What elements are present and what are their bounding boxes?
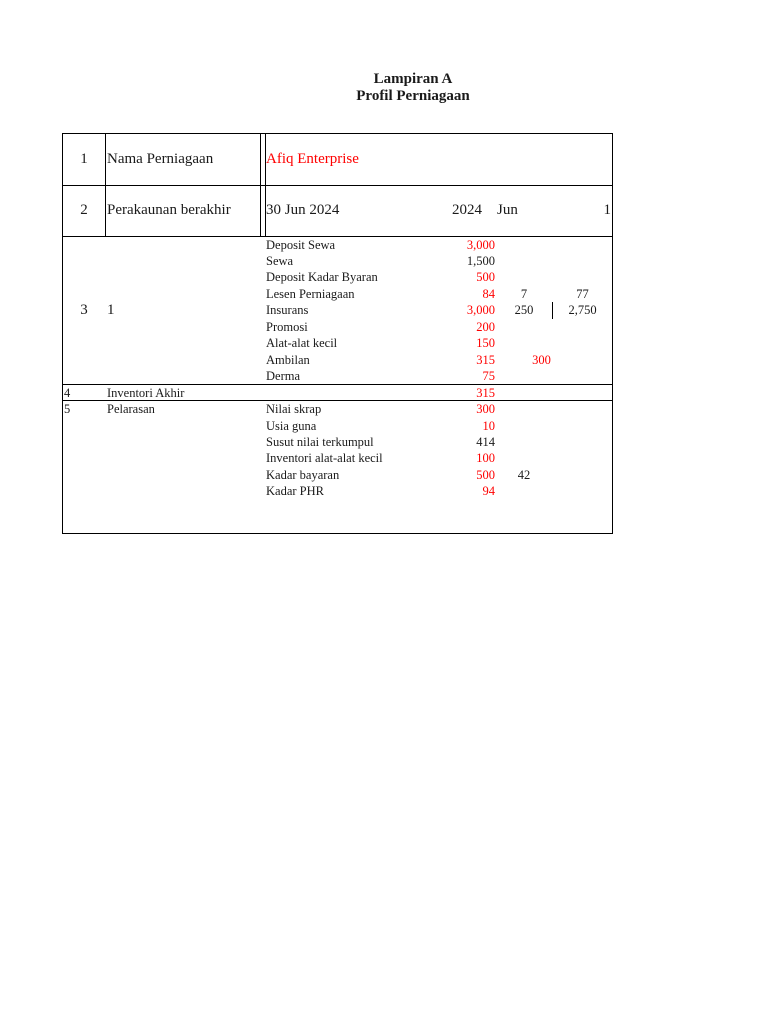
border-top <box>62 133 613 134</box>
insurans-side-value-a: 250 <box>514 303 534 317</box>
business-name: Afiq Enterprise <box>266 151 359 167</box>
list-item-label: Deposit Kadar Byaran <box>266 270 378 284</box>
list-item-value: 315 <box>476 353 495 367</box>
list-item-value: 150 <box>476 336 495 350</box>
row5-label: Pelarasan <box>107 402 155 416</box>
insurans-divider <box>552 302 553 319</box>
row4-value: 315 <box>476 386 495 400</box>
list-item-value: 500 <box>476 468 495 482</box>
list-item-value: 3,000 <box>466 303 495 317</box>
list-item-label: Derma <box>266 369 301 383</box>
list-item-value: 100 <box>476 451 495 465</box>
page-title: Lampiran A <box>373 71 453 87</box>
list-item-value: 94 <box>482 484 495 498</box>
lesen-side-value-b: 77 <box>576 287 589 301</box>
border-row2-bottom <box>62 236 613 237</box>
border-row1-bottom <box>62 185 613 186</box>
list-item-value: 500 <box>476 270 495 284</box>
list-item-value: 300 <box>476 402 495 416</box>
list-item-label: Susut nilai terkumpul <box>266 435 374 449</box>
row3-number: 3 <box>80 302 88 318</box>
accounting-end-date: 30 Jun 2024 <box>266 202 340 218</box>
list-item-label: Lesen Perniagaan <box>266 287 355 301</box>
list-item-value: 414 <box>476 435 495 449</box>
row1-label: Nama Perniagaan <box>107 151 214 167</box>
row4-label: Inventori Akhir <box>107 386 185 400</box>
list-item-value: 1,500 <box>466 254 495 268</box>
row3-sub-number: 1 <box>107 302 115 318</box>
border-left <box>62 133 63 534</box>
kadar-bayaran-side-value: 42 <box>517 468 531 482</box>
list-item-label: Kadar PHR <box>266 484 324 498</box>
list-item-label: Sewa <box>266 254 294 268</box>
list-item-label: Insurans <box>266 303 309 317</box>
accounting-extra: 1 <box>603 202 611 218</box>
list-item-label: Ambilan <box>266 353 310 367</box>
accounting-year: 2024 <box>452 202 482 218</box>
page-subtitle: Profil Perniagaan <box>356 88 470 104</box>
list-item-label: Nilai skrap <box>266 402 322 416</box>
row2-label: Perakaunan berakhir <box>107 202 231 218</box>
border-no-col <box>105 133 106 237</box>
list-item-label: Alat-alat kecil <box>266 336 338 350</box>
border-right <box>612 133 613 534</box>
list-item-label: Inventori alat-alat kecil <box>266 451 383 465</box>
list-item-label: Kadar bayaran <box>266 468 340 482</box>
list-item-value: 200 <box>476 320 495 334</box>
row2-number: 2 <box>80 202 88 218</box>
insurans-side-value-b: 2,750 <box>568 303 597 317</box>
border-bottom <box>62 533 613 534</box>
list-item-value: 75 <box>482 369 495 383</box>
list-item-value: 3,000 <box>466 238 495 252</box>
list-item-label: Usia guna <box>266 419 317 433</box>
list-item-value: 84 <box>482 287 495 301</box>
list-item-label: Promosi <box>266 320 308 334</box>
list-item-label: Deposit Sewa <box>266 238 336 252</box>
ambilan-side-value: 300 <box>532 353 551 367</box>
list-item-value: 10 <box>482 419 495 433</box>
border-label-col-a <box>260 133 261 237</box>
row1-number: 1 <box>80 151 88 167</box>
border-label-col-b <box>265 133 266 237</box>
lesen-side-value-a: 7 <box>520 287 528 301</box>
row5-number: 5 <box>64 402 71 416</box>
accounting-month: Jun <box>497 202 518 218</box>
row4-number: 4 <box>64 386 71 400</box>
